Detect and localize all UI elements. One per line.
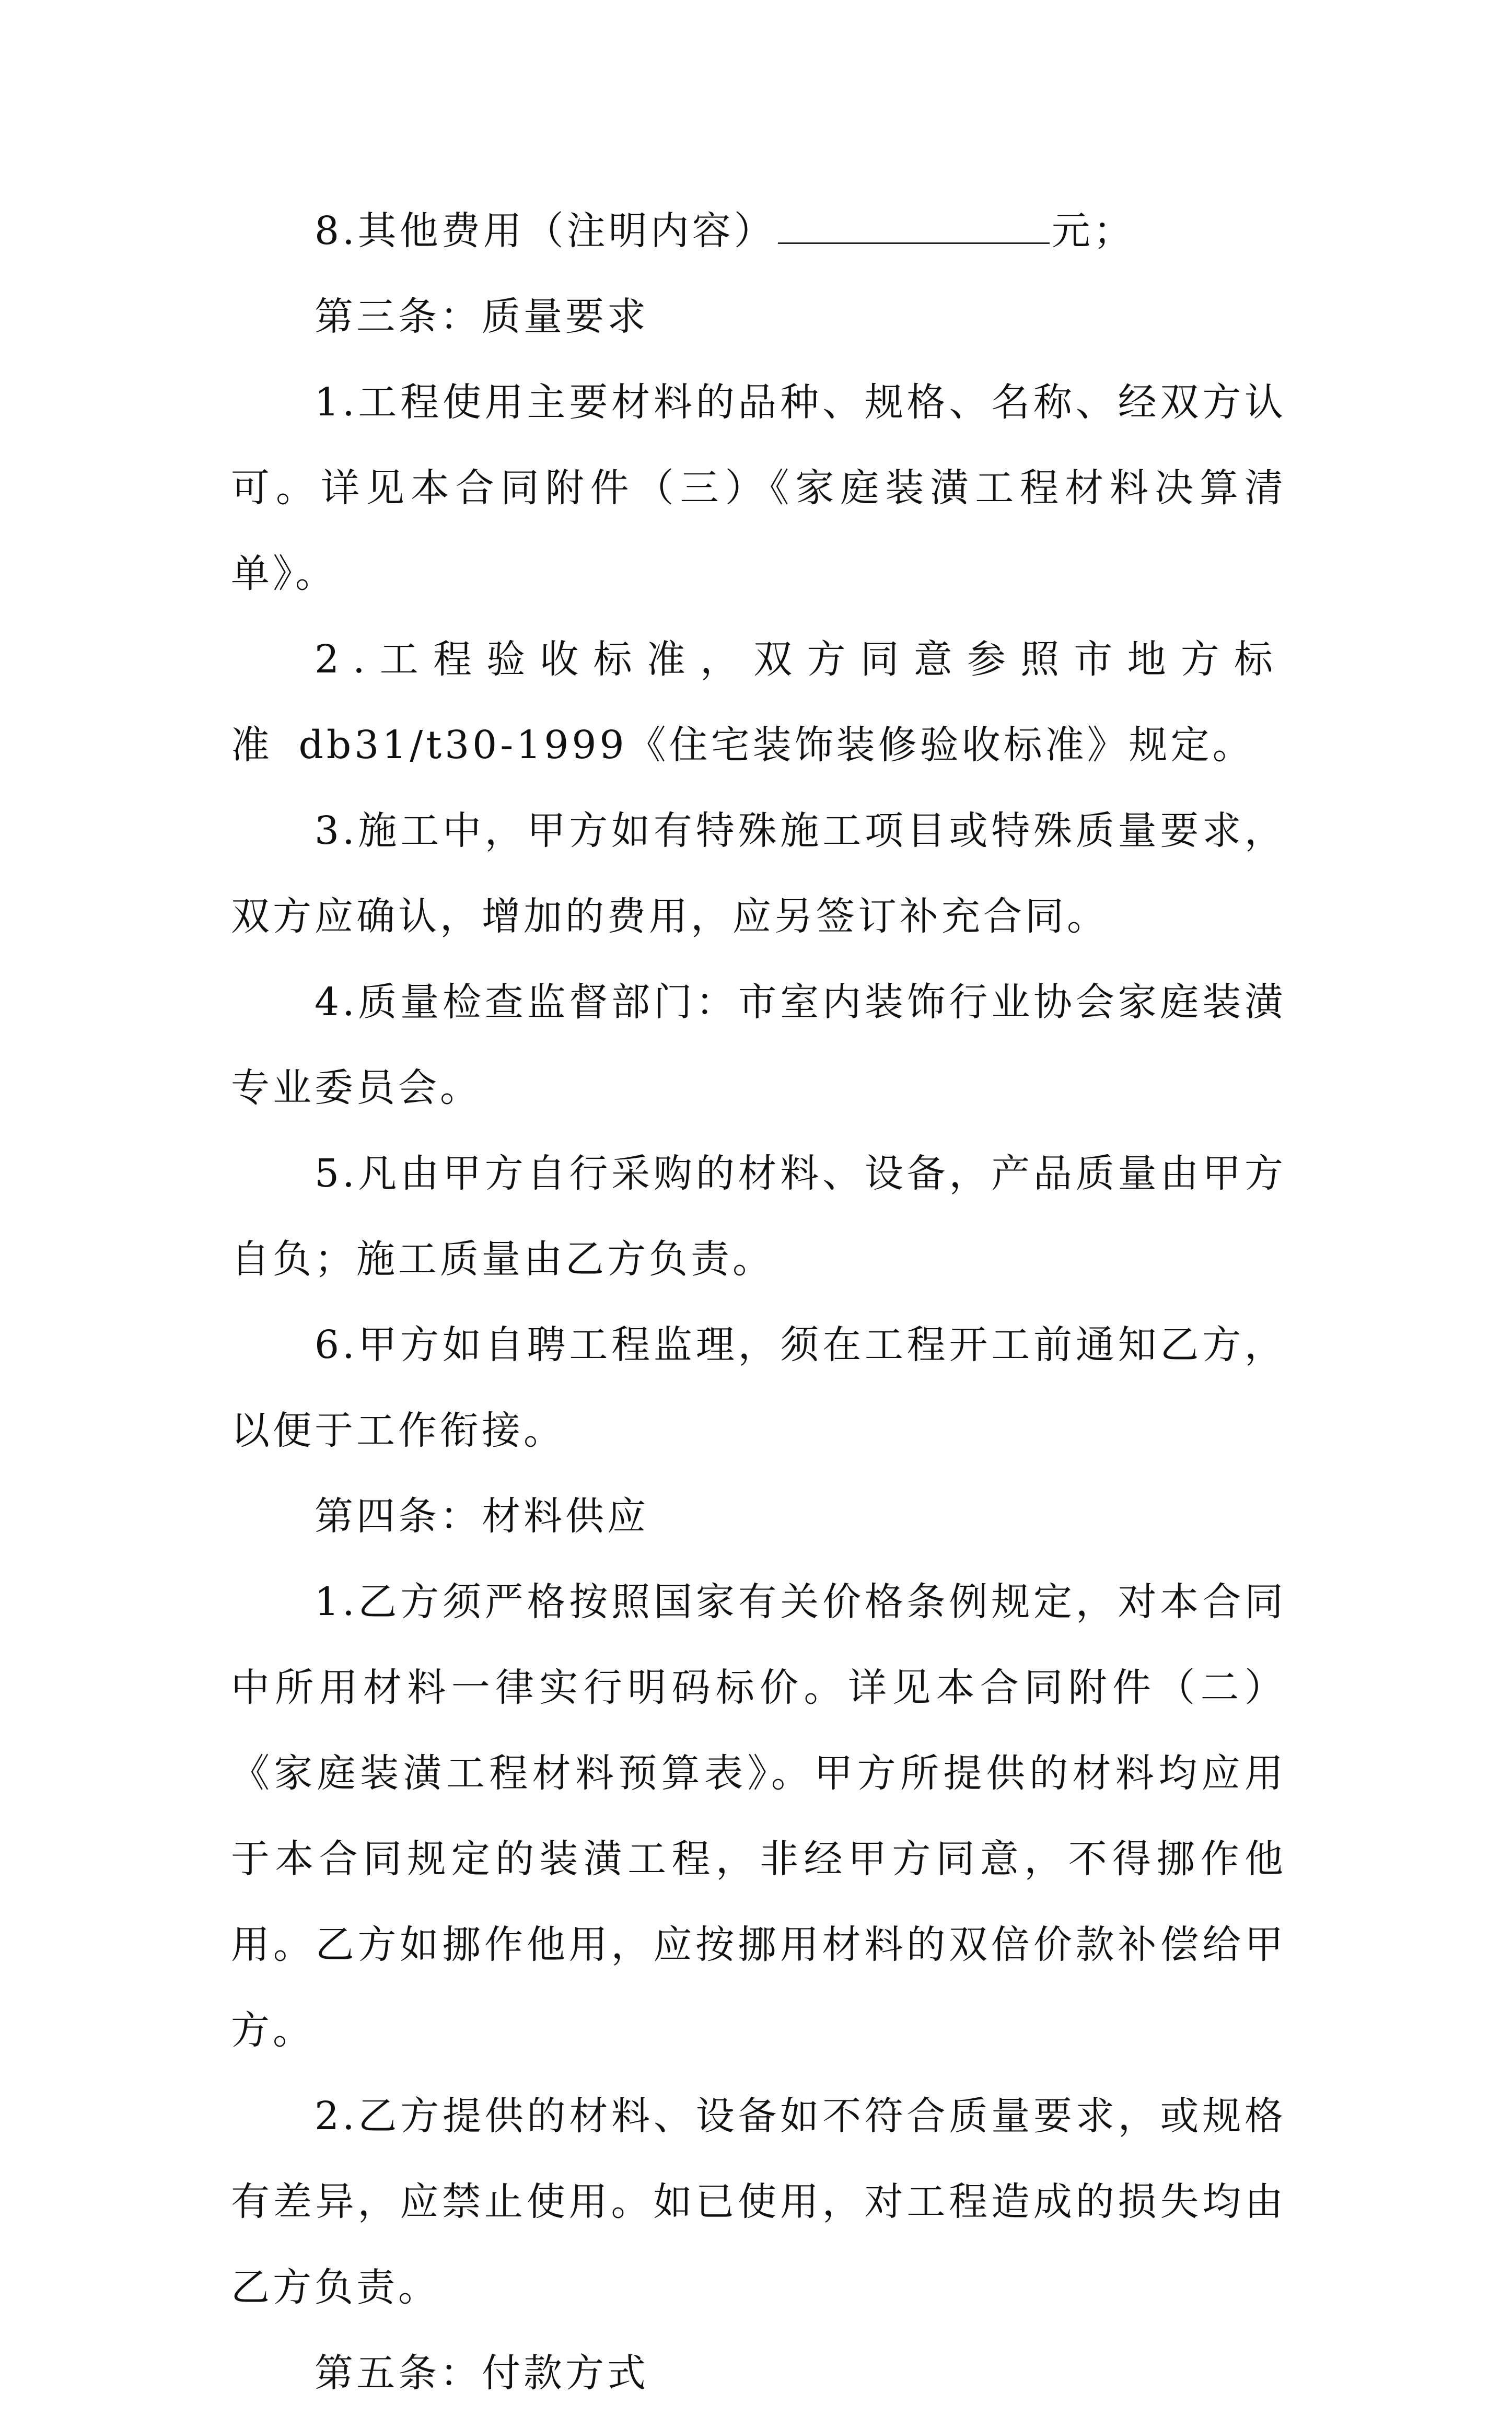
quality-clause-3: 3.施工中，甲方如有特殊施工项目或特殊质量要求，双方应确认，增加的费用，应另签订补充合同。 <box>231 808 1286 939</box>
quality-clause-1: 1.工程使用主要材料的品种、规格、名称、经双方认可。详见本合同附件（三）《家庭装潢工程材料决算清单》。 <box>231 380 1286 596</box>
article-4-heading: 第四条：材料供应 <box>315 1494 649 1539</box>
article-3-heading: 第三条：质量要求 <box>315 294 649 339</box>
quality-clause-2 <box>231 617 1286 788</box>
material-clause-2: 2.乙方提供的材料、设备如不符合质量要求，或规格有差异，应禁止使用。如已使用，对工程造成的损失均由乙方负责。 <box>231 2094 1286 2310</box>
quality-clause-2-part2: db31/t30-1999《住宅装饰装修验收标准》规定。 <box>298 723 1254 768</box>
article-5-heading: 第五条：付款方式 <box>315 2351 649 2396</box>
document-body <box>231 188 1286 2416</box>
material-clause-1: 1.乙方须严格按照国家有关价格条例规定，对本合同中所用材料一律实行明码标价。详见本合同附件（二）《家庭装潢工程材料预算表》。甲方所提供的材料均应用于本合同规定的装潢工程，非经甲方同意，不得挪作他用。乙方如挪作他用，应按挪用材料的双倍价款补偿给甲方。 <box>231 1579 1286 2053</box>
quality-clause-4: 4.质量检查监督部门：市室内装饰行业协会家庭装潢专业委员会。 <box>231 980 1286 1110</box>
fee-amount-blank <box>778 210 1050 244</box>
fee-unit-label: 元； <box>1051 208 1135 253</box>
other-fees-line <box>231 188 1286 274</box>
quality-clause-2-part1: 2.工程验收标准，双方同意参照市地方标准 <box>231 637 1286 768</box>
quality-clause-6: 6.甲方如自聘工程监理，须在工程开工前通知乙方，以便于工作衔接。 <box>231 1322 1286 1453</box>
quality-clause-5: 5.凡由甲方自行采购的材料、设备，产品质量由甲方自负；施工质量由乙方负责。 <box>231 1151 1286 1282</box>
other-fees-label: 8.其他费用（注明内容） <box>315 208 776 253</box>
